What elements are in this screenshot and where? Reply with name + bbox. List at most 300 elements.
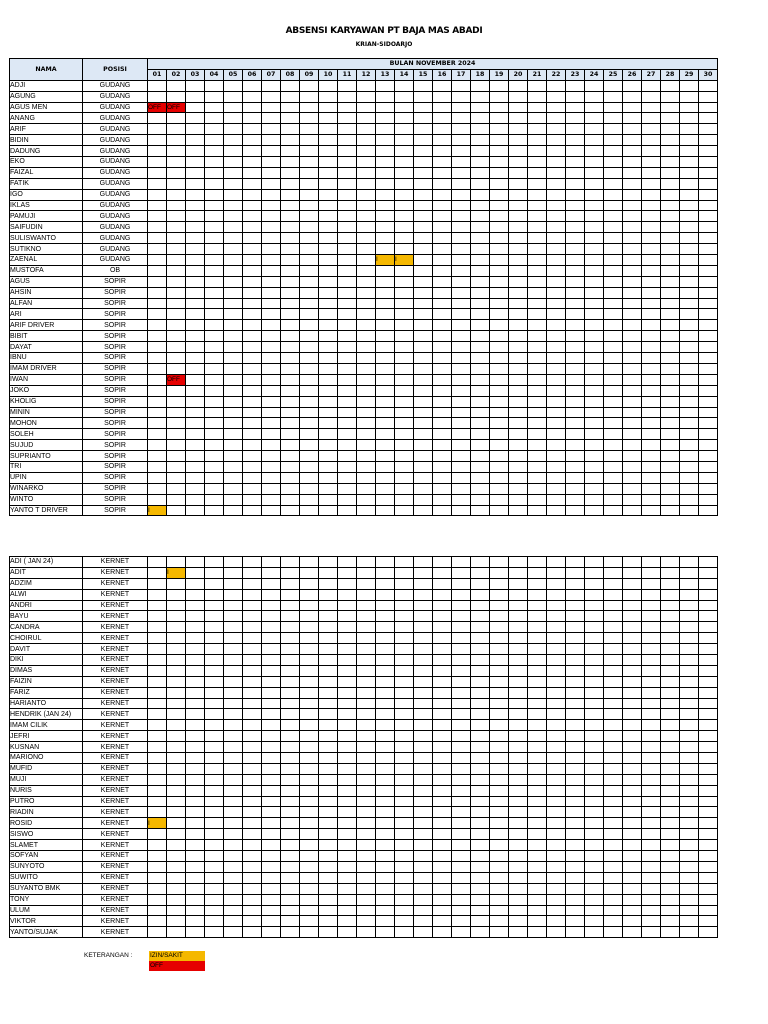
attendance-cell[interactable] bbox=[414, 440, 433, 451]
attendance-cell[interactable] bbox=[433, 763, 452, 774]
attendance-cell[interactable] bbox=[148, 287, 167, 298]
attendance-cell[interactable] bbox=[642, 861, 661, 872]
attendance-cell[interactable] bbox=[509, 451, 528, 462]
attendance-cell[interactable] bbox=[167, 763, 186, 774]
attendance-cell[interactable] bbox=[566, 644, 585, 655]
attendance-cell[interactable] bbox=[243, 840, 262, 851]
attendance-cell[interactable] bbox=[319, 440, 338, 451]
attendance-cell[interactable] bbox=[528, 709, 547, 720]
attendance-cell[interactable] bbox=[167, 505, 186, 516]
attendance-cell[interactable] bbox=[528, 633, 547, 644]
attendance-cell[interactable] bbox=[224, 157, 243, 168]
attendance-cell[interactable] bbox=[243, 80, 262, 91]
attendance-cell[interactable] bbox=[281, 676, 300, 687]
attendance-cell[interactable] bbox=[547, 222, 566, 233]
attendance-cell[interactable] bbox=[395, 113, 414, 124]
attendance-cell[interactable] bbox=[167, 644, 186, 655]
attendance-cell[interactable] bbox=[338, 665, 357, 676]
attendance-cell[interactable] bbox=[300, 589, 319, 600]
attendance-cell[interactable] bbox=[376, 851, 395, 862]
attendance-cell[interactable] bbox=[585, 331, 604, 342]
attendance-cell[interactable] bbox=[433, 785, 452, 796]
attendance-cell[interactable] bbox=[566, 687, 585, 698]
attendance-cell[interactable] bbox=[395, 611, 414, 622]
attendance-cell[interactable] bbox=[452, 200, 471, 211]
attendance-cell[interactable] bbox=[319, 589, 338, 600]
attendance-cell[interactable] bbox=[490, 763, 509, 774]
attendance-cell[interactable] bbox=[186, 342, 205, 353]
attendance-cell[interactable] bbox=[395, 189, 414, 200]
attendance-cell[interactable] bbox=[547, 298, 566, 309]
attendance-cell[interactable] bbox=[680, 396, 699, 407]
attendance-cell[interactable] bbox=[414, 796, 433, 807]
attendance-cell[interactable] bbox=[186, 807, 205, 818]
attendance-cell[interactable] bbox=[186, 200, 205, 211]
attendance-cell[interactable] bbox=[699, 720, 718, 731]
attendance-cell[interactable] bbox=[224, 298, 243, 309]
attendance-cell[interactable] bbox=[699, 91, 718, 102]
attendance-cell[interactable] bbox=[585, 342, 604, 353]
attendance-cell[interactable] bbox=[395, 927, 414, 938]
attendance-cell[interactable] bbox=[243, 796, 262, 807]
attendance-cell[interactable] bbox=[490, 589, 509, 600]
attendance-cell[interactable] bbox=[680, 418, 699, 429]
attendance-cell[interactable] bbox=[148, 167, 167, 178]
attendance-cell[interactable] bbox=[414, 483, 433, 494]
attendance-cell[interactable] bbox=[262, 124, 281, 135]
attendance-cell[interactable] bbox=[186, 265, 205, 276]
attendance-cell[interactable] bbox=[243, 244, 262, 255]
attendance-cell[interactable] bbox=[167, 124, 186, 135]
attendance-cell[interactable] bbox=[433, 287, 452, 298]
attendance-cell[interactable] bbox=[148, 157, 167, 168]
attendance-cell[interactable] bbox=[566, 320, 585, 331]
attendance-cell[interactable] bbox=[167, 840, 186, 851]
attendance-cell[interactable] bbox=[661, 233, 680, 244]
attendance-cell[interactable] bbox=[319, 244, 338, 255]
attendance-cell[interactable] bbox=[319, 905, 338, 916]
attendance-cell[interactable] bbox=[281, 905, 300, 916]
attendance-cell[interactable] bbox=[604, 872, 623, 883]
attendance-cell[interactable] bbox=[642, 461, 661, 472]
attendance-cell[interactable] bbox=[148, 113, 167, 124]
attendance-cell[interactable] bbox=[452, 720, 471, 731]
attendance-cell[interactable] bbox=[699, 331, 718, 342]
attendance-cell[interactable] bbox=[395, 222, 414, 233]
attendance-cell[interactable] bbox=[262, 665, 281, 676]
attendance-cell[interactable] bbox=[604, 578, 623, 589]
attendance-cell[interactable] bbox=[205, 720, 224, 731]
attendance-cell[interactable] bbox=[547, 124, 566, 135]
attendance-cell[interactable] bbox=[528, 622, 547, 633]
attendance-cell[interactable] bbox=[148, 644, 167, 655]
attendance-cell[interactable] bbox=[414, 461, 433, 472]
attendance-cell[interactable] bbox=[262, 600, 281, 611]
attendance-cell[interactable] bbox=[433, 676, 452, 687]
attendance-cell[interactable] bbox=[547, 309, 566, 320]
attendance-cell[interactable] bbox=[604, 731, 623, 742]
attendance-cell[interactable] bbox=[680, 157, 699, 168]
attendance-cell[interactable] bbox=[357, 840, 376, 851]
attendance-cell[interactable] bbox=[262, 331, 281, 342]
attendance-cell[interactable] bbox=[585, 320, 604, 331]
attendance-cell[interactable] bbox=[661, 472, 680, 483]
attendance-cell[interactable] bbox=[547, 611, 566, 622]
attendance-cell[interactable] bbox=[433, 905, 452, 916]
attendance-cell[interactable] bbox=[452, 298, 471, 309]
attendance-cell[interactable] bbox=[414, 731, 433, 742]
attendance-cell[interactable] bbox=[433, 665, 452, 676]
attendance-cell[interactable] bbox=[680, 861, 699, 872]
attendance-cell[interactable] bbox=[376, 407, 395, 418]
attendance-cell[interactable] bbox=[376, 611, 395, 622]
attendance-cell[interactable] bbox=[186, 851, 205, 862]
attendance-cell[interactable] bbox=[262, 298, 281, 309]
attendance-cell[interactable] bbox=[281, 861, 300, 872]
attendance-cell[interactable] bbox=[186, 396, 205, 407]
attendance-cell[interactable] bbox=[243, 774, 262, 785]
attendance-cell[interactable] bbox=[414, 687, 433, 698]
attendance-cell[interactable] bbox=[509, 840, 528, 851]
attendance-cell[interactable] bbox=[604, 818, 623, 829]
attendance-cell[interactable] bbox=[471, 80, 490, 91]
attendance-cell[interactable] bbox=[319, 698, 338, 709]
attendance-cell[interactable] bbox=[414, 222, 433, 233]
attendance-cell[interactable] bbox=[585, 698, 604, 709]
attendance-cell[interactable] bbox=[509, 472, 528, 483]
attendance-cell[interactable] bbox=[357, 472, 376, 483]
attendance-cell[interactable] bbox=[680, 178, 699, 189]
attendance-cell[interactable] bbox=[338, 91, 357, 102]
attendance-cell[interactable] bbox=[566, 113, 585, 124]
attendance-cell[interactable] bbox=[509, 894, 528, 905]
attendance-cell[interactable] bbox=[300, 178, 319, 189]
attendance-cell[interactable] bbox=[528, 731, 547, 742]
attendance-cell[interactable] bbox=[262, 731, 281, 742]
attendance-cell[interactable] bbox=[547, 483, 566, 494]
attendance-cell[interactable] bbox=[699, 763, 718, 774]
attendance-cell[interactable] bbox=[243, 894, 262, 905]
attendance-cell[interactable] bbox=[414, 589, 433, 600]
attendance-cell[interactable] bbox=[395, 818, 414, 829]
attendance-cell[interactable] bbox=[471, 872, 490, 883]
attendance-cell[interactable] bbox=[661, 872, 680, 883]
attendance-cell[interactable] bbox=[585, 633, 604, 644]
attendance-cell[interactable] bbox=[338, 578, 357, 589]
attendance-cell[interactable] bbox=[604, 178, 623, 189]
attendance-cell[interactable] bbox=[376, 135, 395, 146]
attendance-cell[interactable] bbox=[471, 763, 490, 774]
attendance-cell[interactable] bbox=[205, 331, 224, 342]
attendance-cell[interactable] bbox=[433, 557, 452, 568]
attendance-cell[interactable] bbox=[623, 233, 642, 244]
attendance-cell[interactable] bbox=[281, 505, 300, 516]
attendance-cell[interactable] bbox=[585, 916, 604, 927]
attendance-cell[interactable] bbox=[604, 146, 623, 157]
attendance-cell[interactable] bbox=[186, 418, 205, 429]
attendance-cell[interactable] bbox=[186, 298, 205, 309]
attendance-cell[interactable] bbox=[661, 655, 680, 666]
attendance-cell[interactable] bbox=[452, 807, 471, 818]
attendance-cell[interactable] bbox=[281, 429, 300, 440]
attendance-cell[interactable] bbox=[528, 840, 547, 851]
attendance-cell[interactable] bbox=[623, 178, 642, 189]
attendance-cell[interactable] bbox=[300, 578, 319, 589]
attendance-cell[interactable] bbox=[642, 396, 661, 407]
attendance-cell[interactable] bbox=[604, 211, 623, 222]
attendance-cell[interactable] bbox=[300, 665, 319, 676]
attendance-cell[interactable] bbox=[281, 698, 300, 709]
attendance-cell[interactable] bbox=[699, 622, 718, 633]
attendance-cell[interactable] bbox=[186, 829, 205, 840]
attendance-cell[interactable] bbox=[490, 622, 509, 633]
attendance-cell[interactable] bbox=[205, 796, 224, 807]
attendance-cell[interactable] bbox=[642, 763, 661, 774]
attendance-cell[interactable] bbox=[414, 276, 433, 287]
attendance-cell[interactable] bbox=[585, 418, 604, 429]
attendance-cell[interactable] bbox=[148, 265, 167, 276]
attendance-cell[interactable] bbox=[395, 774, 414, 785]
attendance-cell[interactable] bbox=[186, 644, 205, 655]
attendance-cell[interactable] bbox=[338, 222, 357, 233]
attendance-cell[interactable] bbox=[661, 91, 680, 102]
attendance-cell[interactable] bbox=[300, 894, 319, 905]
attendance-cell[interactable] bbox=[357, 763, 376, 774]
attendance-cell[interactable] bbox=[509, 796, 528, 807]
attendance-cell[interactable] bbox=[547, 600, 566, 611]
attendance-cell[interactable] bbox=[186, 385, 205, 396]
attendance-cell[interactable] bbox=[604, 309, 623, 320]
attendance-cell[interactable] bbox=[319, 818, 338, 829]
attendance-cell[interactable] bbox=[262, 407, 281, 418]
attendance-cell[interactable] bbox=[338, 331, 357, 342]
attendance-cell[interactable] bbox=[414, 363, 433, 374]
attendance-cell[interactable] bbox=[338, 589, 357, 600]
attendance-cell[interactable] bbox=[604, 883, 623, 894]
attendance-cell[interactable] bbox=[566, 287, 585, 298]
attendance-cell[interactable] bbox=[528, 178, 547, 189]
attendance-cell[interactable] bbox=[376, 244, 395, 255]
attendance-cell[interactable] bbox=[642, 211, 661, 222]
attendance-cell[interactable] bbox=[661, 244, 680, 255]
attendance-cell[interactable] bbox=[205, 472, 224, 483]
attendance-cell[interactable] bbox=[528, 665, 547, 676]
attendance-cell[interactable] bbox=[243, 818, 262, 829]
attendance-cell[interactable] bbox=[490, 320, 509, 331]
attendance-cell[interactable] bbox=[319, 91, 338, 102]
attendance-cell[interactable] bbox=[585, 124, 604, 135]
attendance-cell[interactable] bbox=[490, 611, 509, 622]
attendance-cell[interactable] bbox=[148, 91, 167, 102]
attendance-cell[interactable] bbox=[699, 472, 718, 483]
attendance-cell[interactable] bbox=[262, 135, 281, 146]
attendance-cell[interactable] bbox=[186, 407, 205, 418]
attendance-cell[interactable] bbox=[490, 709, 509, 720]
attendance-cell[interactable] bbox=[547, 374, 566, 385]
attendance-cell[interactable] bbox=[585, 385, 604, 396]
attendance-cell[interactable] bbox=[566, 461, 585, 472]
attendance-cell[interactable] bbox=[490, 557, 509, 568]
attendance-cell[interactable] bbox=[471, 883, 490, 894]
attendance-cell[interactable] bbox=[604, 353, 623, 364]
attendance-cell[interactable] bbox=[490, 796, 509, 807]
attendance-cell[interactable] bbox=[661, 763, 680, 774]
attendance-cell[interactable] bbox=[452, 676, 471, 687]
attendance-cell[interactable] bbox=[338, 244, 357, 255]
attendance-cell[interactable] bbox=[186, 440, 205, 451]
attendance-cell[interactable] bbox=[509, 644, 528, 655]
attendance-cell[interactable] bbox=[585, 80, 604, 91]
attendance-cell[interactable] bbox=[623, 451, 642, 462]
attendance-cell[interactable] bbox=[680, 916, 699, 927]
attendance-cell[interactable] bbox=[433, 774, 452, 785]
attendance-cell[interactable] bbox=[281, 883, 300, 894]
attendance-cell[interactable] bbox=[167, 753, 186, 764]
attendance-cell[interactable] bbox=[300, 505, 319, 516]
attendance-cell[interactable] bbox=[262, 342, 281, 353]
attendance-cell[interactable] bbox=[243, 353, 262, 364]
attendance-cell[interactable] bbox=[433, 342, 452, 353]
attendance-cell[interactable] bbox=[642, 418, 661, 429]
attendance-cell[interactable] bbox=[357, 255, 376, 266]
attendance-cell[interactable] bbox=[452, 309, 471, 320]
attendance-cell[interactable] bbox=[452, 655, 471, 666]
attendance-cell[interactable] bbox=[604, 342, 623, 353]
attendance-cell[interactable] bbox=[604, 407, 623, 418]
attendance-cell[interactable] bbox=[338, 731, 357, 742]
attendance-cell[interactable] bbox=[623, 309, 642, 320]
attendance-cell[interactable] bbox=[661, 687, 680, 698]
attendance-cell[interactable] bbox=[642, 233, 661, 244]
attendance-cell[interactable] bbox=[338, 927, 357, 938]
attendance-cell[interactable] bbox=[509, 818, 528, 829]
attendance-cell[interactable] bbox=[357, 451, 376, 462]
attendance-cell[interactable] bbox=[528, 861, 547, 872]
attendance-cell[interactable] bbox=[452, 742, 471, 753]
attendance-cell[interactable] bbox=[357, 418, 376, 429]
attendance-cell[interactable] bbox=[281, 320, 300, 331]
attendance-cell[interactable] bbox=[395, 429, 414, 440]
attendance-cell[interactable] bbox=[300, 200, 319, 211]
attendance-cell[interactable] bbox=[243, 91, 262, 102]
attendance-cell[interactable] bbox=[547, 418, 566, 429]
attendance-cell[interactable] bbox=[357, 916, 376, 927]
attendance-cell[interactable] bbox=[623, 385, 642, 396]
attendance-cell[interactable] bbox=[414, 287, 433, 298]
attendance-cell[interactable] bbox=[262, 505, 281, 516]
attendance-cell[interactable] bbox=[148, 578, 167, 589]
attendance-cell[interactable] bbox=[528, 80, 547, 91]
attendance-cell[interactable] bbox=[490, 731, 509, 742]
attendance-cell[interactable] bbox=[167, 233, 186, 244]
attendance-cell[interactable] bbox=[167, 80, 186, 91]
attendance-cell[interactable] bbox=[357, 91, 376, 102]
attendance-cell[interactable] bbox=[509, 320, 528, 331]
attendance-cell[interactable] bbox=[490, 483, 509, 494]
attendance-cell[interactable] bbox=[452, 840, 471, 851]
attendance-cell[interactable] bbox=[509, 135, 528, 146]
attendance-cell[interactable] bbox=[186, 655, 205, 666]
attendance-cell[interactable] bbox=[224, 600, 243, 611]
attendance-cell[interactable] bbox=[490, 720, 509, 731]
attendance-cell[interactable] bbox=[566, 763, 585, 774]
attendance-cell[interactable] bbox=[547, 331, 566, 342]
attendance-cell[interactable] bbox=[262, 557, 281, 568]
attendance-cell[interactable] bbox=[623, 927, 642, 938]
attendance-cell[interactable] bbox=[433, 567, 452, 578]
attendance-cell[interactable] bbox=[433, 189, 452, 200]
attendance-cell[interactable] bbox=[414, 578, 433, 589]
attendance-cell[interactable] bbox=[395, 396, 414, 407]
attendance-cell[interactable] bbox=[148, 720, 167, 731]
attendance-cell[interactable] bbox=[566, 342, 585, 353]
attendance-cell[interactable] bbox=[300, 167, 319, 178]
attendance-cell[interactable] bbox=[205, 655, 224, 666]
attendance-cell[interactable] bbox=[433, 124, 452, 135]
attendance-cell[interactable] bbox=[300, 353, 319, 364]
attendance-cell[interactable] bbox=[319, 644, 338, 655]
attendance-cell[interactable] bbox=[300, 244, 319, 255]
attendance-cell[interactable] bbox=[566, 276, 585, 287]
attendance-cell[interactable] bbox=[148, 342, 167, 353]
attendance-cell[interactable] bbox=[566, 872, 585, 883]
attendance-cell[interactable] bbox=[281, 494, 300, 505]
attendance-cell[interactable] bbox=[167, 135, 186, 146]
attendance-cell[interactable] bbox=[509, 309, 528, 320]
attendance-cell[interactable] bbox=[186, 557, 205, 568]
attendance-cell[interactable] bbox=[376, 374, 395, 385]
attendance-cell[interactable] bbox=[167, 113, 186, 124]
attendance-cell[interactable] bbox=[243, 687, 262, 698]
attendance-cell[interactable] bbox=[452, 157, 471, 168]
attendance-cell[interactable] bbox=[167, 189, 186, 200]
attendance-cell[interactable] bbox=[281, 731, 300, 742]
attendance-cell[interactable] bbox=[262, 244, 281, 255]
attendance-cell[interactable] bbox=[604, 363, 623, 374]
attendance-cell[interactable] bbox=[262, 774, 281, 785]
attendance-cell[interactable] bbox=[490, 655, 509, 666]
attendance-cell[interactable] bbox=[452, 872, 471, 883]
attendance-cell[interactable] bbox=[661, 440, 680, 451]
attendance-cell[interactable] bbox=[357, 461, 376, 472]
attendance-cell[interactable] bbox=[338, 829, 357, 840]
attendance-cell[interactable] bbox=[642, 494, 661, 505]
attendance-cell[interactable] bbox=[262, 753, 281, 764]
attendance-cell[interactable] bbox=[224, 483, 243, 494]
attendance-cell[interactable] bbox=[509, 753, 528, 764]
attendance-cell[interactable] bbox=[224, 818, 243, 829]
attendance-cell[interactable] bbox=[395, 861, 414, 872]
attendance-cell[interactable] bbox=[661, 331, 680, 342]
attendance-cell[interactable] bbox=[566, 567, 585, 578]
attendance-cell[interactable] bbox=[205, 429, 224, 440]
attendance-cell[interactable] bbox=[566, 331, 585, 342]
attendance-cell[interactable] bbox=[243, 872, 262, 883]
attendance-cell[interactable] bbox=[205, 385, 224, 396]
attendance-cell[interactable] bbox=[528, 611, 547, 622]
attendance-cell[interactable] bbox=[433, 796, 452, 807]
attendance-cell[interactable] bbox=[376, 113, 395, 124]
attendance-cell[interactable] bbox=[566, 709, 585, 720]
attendance-cell[interactable] bbox=[642, 124, 661, 135]
attendance-cell[interactable] bbox=[452, 622, 471, 633]
attendance-cell[interactable] bbox=[262, 320, 281, 331]
attendance-cell[interactable] bbox=[661, 567, 680, 578]
attendance-cell[interactable] bbox=[680, 167, 699, 178]
attendance-cell[interactable] bbox=[167, 287, 186, 298]
attendance-cell[interactable] bbox=[509, 342, 528, 353]
attendance-cell[interactable] bbox=[300, 829, 319, 840]
